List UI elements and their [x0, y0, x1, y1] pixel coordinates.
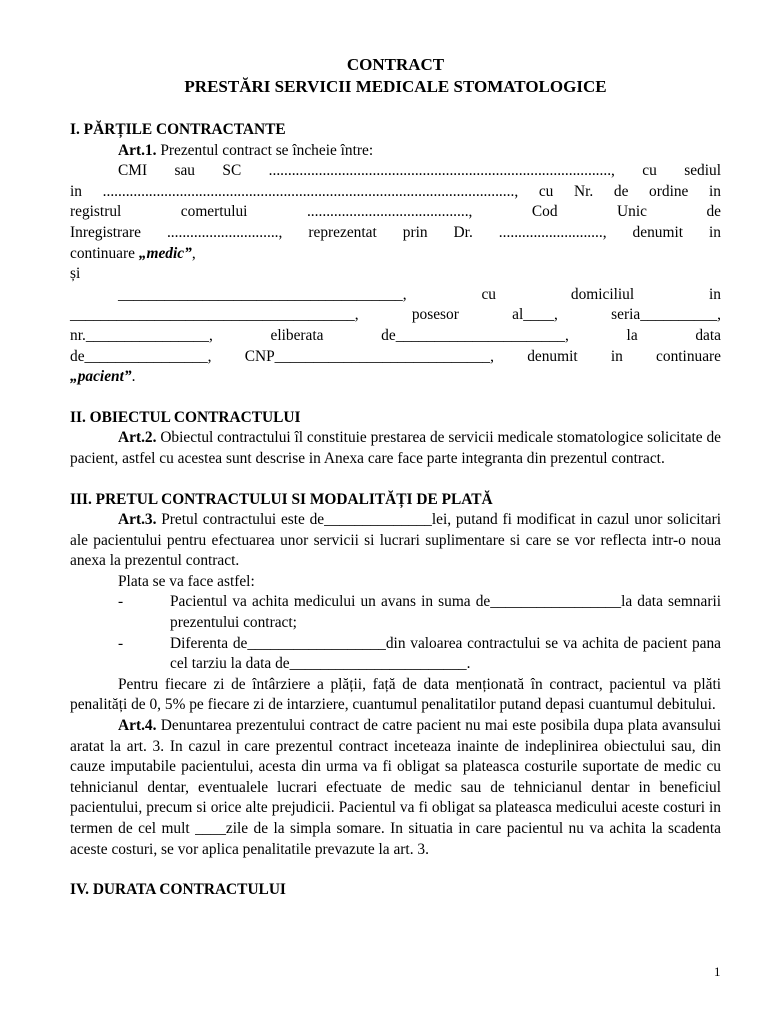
- pacient-term: „pacient”: [70, 368, 132, 386]
- art1-line5-pre: continuare: [70, 244, 139, 262]
- dash-bullet: -: [118, 634, 124, 652]
- art3-label: Art.3.: [118, 511, 157, 529]
- art4-text: Denuntarea prezentului contract de catre pacient nu mai este posibila dupa plata avansului aratat la art. 3. In cazul in care prezentul contract inceteaza inainte de indeplinirea obiectului sau, din cauze imputabile pacientului, acesta din urma va fi obligat sa plateasca costurile suportate de medic cu tehnicianul dentar, eventualele lucrari efectuate de medic sau de tehnicianul dentar in beneficiul pacientului, precum si orice alte prejudicii. Pacientul va fi obligat sa plateasca medicului aceste costuri in termen de cel mult ____zile de la simpla somare. In situatia in care pacientul nu va achita la scadenta aceste costuri, se vor aplica penalitatile prevazute la art. 3.: [70, 717, 721, 858]
- document-title: CONTRACT: [346, 55, 445, 74]
- art1-intro: [70, 141, 721, 162]
- art1-line6: _____________________________________, cu domiciliul in: [118, 285, 721, 303]
- section-1-heading: I. PĂRȚILE CONTRACTANTE: [70, 121, 286, 138]
- art3-penalties: Pentru fiecare zi de întârziere a plății, față de data menționată în contract, pacientul va plăti penalități de 0, 5% pe fiecare zi de intarziere, cuantumul penalitatilor putand depasi cuantumul debitului.: [70, 675, 721, 714]
- art1-line10: [70, 367, 721, 388]
- art4-label: Art.4.: [118, 717, 157, 735]
- art1-line5-post: ,: [191, 244, 196, 262]
- art1-line2: in ..........................................................................................................., cu Nr. de ordine in: [70, 182, 721, 200]
- art3-plata: Plata se va face astfel:: [118, 572, 255, 590]
- art1-line1: CMI sau SC ........................................................................................., cu sediul: [118, 162, 721, 180]
- art4-paragraph: [70, 716, 721, 860]
- art1-line7: _____________________________________, posesor al____, seria__________,: [70, 306, 721, 324]
- art1-line9: de________________, CNP____________________________, denumit in continuare: [70, 347, 721, 365]
- payment-item-1: [70, 592, 721, 633]
- art2-text: Obiectul contractului îl constituie prestarea de servicii medicale stomatologice solicitate de pacient, astfel cu acestea sunt descrise in Anexa care face parte integranta din prezentul contract.: [70, 429, 722, 467]
- art2-label: Art.2.: [118, 429, 157, 447]
- medic-term: „medic”: [138, 244, 192, 262]
- art1-si: și: [70, 265, 81, 283]
- page-number: 1: [714, 964, 721, 979]
- art3-text: Pretul contractului este de______________lei, putand fi modificat in cazul unor solicitari ale pacientului pentru efectuarea unor servicii si lucrari suplimentare si care se vor reflecta intr-o noua anexa la prezentul contract.: [70, 511, 721, 570]
- art1-line8: nr.________________, eliberata de______________________, la data: [70, 326, 721, 344]
- document-subtitle: PRESTĂRI SERVICII MEDICALE STOMATOLOGICE: [184, 77, 607, 96]
- art1-label: Art.1.: [118, 141, 157, 159]
- art1-line10-post: .: [131, 368, 136, 386]
- art3-paragraph: [70, 510, 721, 572]
- section-2-heading: II. OBIECTUL CONTRACTULUI: [70, 408, 301, 426]
- section-3-heading: III. PRETUL CONTRACTULUI SI MODALITĂȚI DE PLATĂ: [70, 490, 493, 508]
- art2-paragraph: [70, 428, 721, 469]
- art1-line3: registrul comertului .........................................., Cod Unic de: [70, 203, 721, 221]
- art1-line5: [70, 244, 721, 265]
- document-page: [70, 54, 721, 901]
- dash-bullet: -: [118, 593, 124, 611]
- section-4-heading: IV. DURATA CONTRACTULUI: [70, 881, 286, 899]
- art1-line4: Inregistrare ............................., reprezentat prin Dr. ..........................., denumit in: [70, 223, 721, 241]
- art1-intro-text: Prezentul contract se încheie între:: [156, 141, 374, 159]
- payment-item-2: [70, 634, 721, 675]
- payment-item-2-text: Diferenta de__________________din valoarea contractului se va achita de pacient pana cel tarziu la data de_______________________.: [170, 634, 721, 673]
- payment-item-1-text: Pacientul va achita medicului un avans in suma de_________________la data semnarii prezentului contract;: [170, 593, 721, 632]
